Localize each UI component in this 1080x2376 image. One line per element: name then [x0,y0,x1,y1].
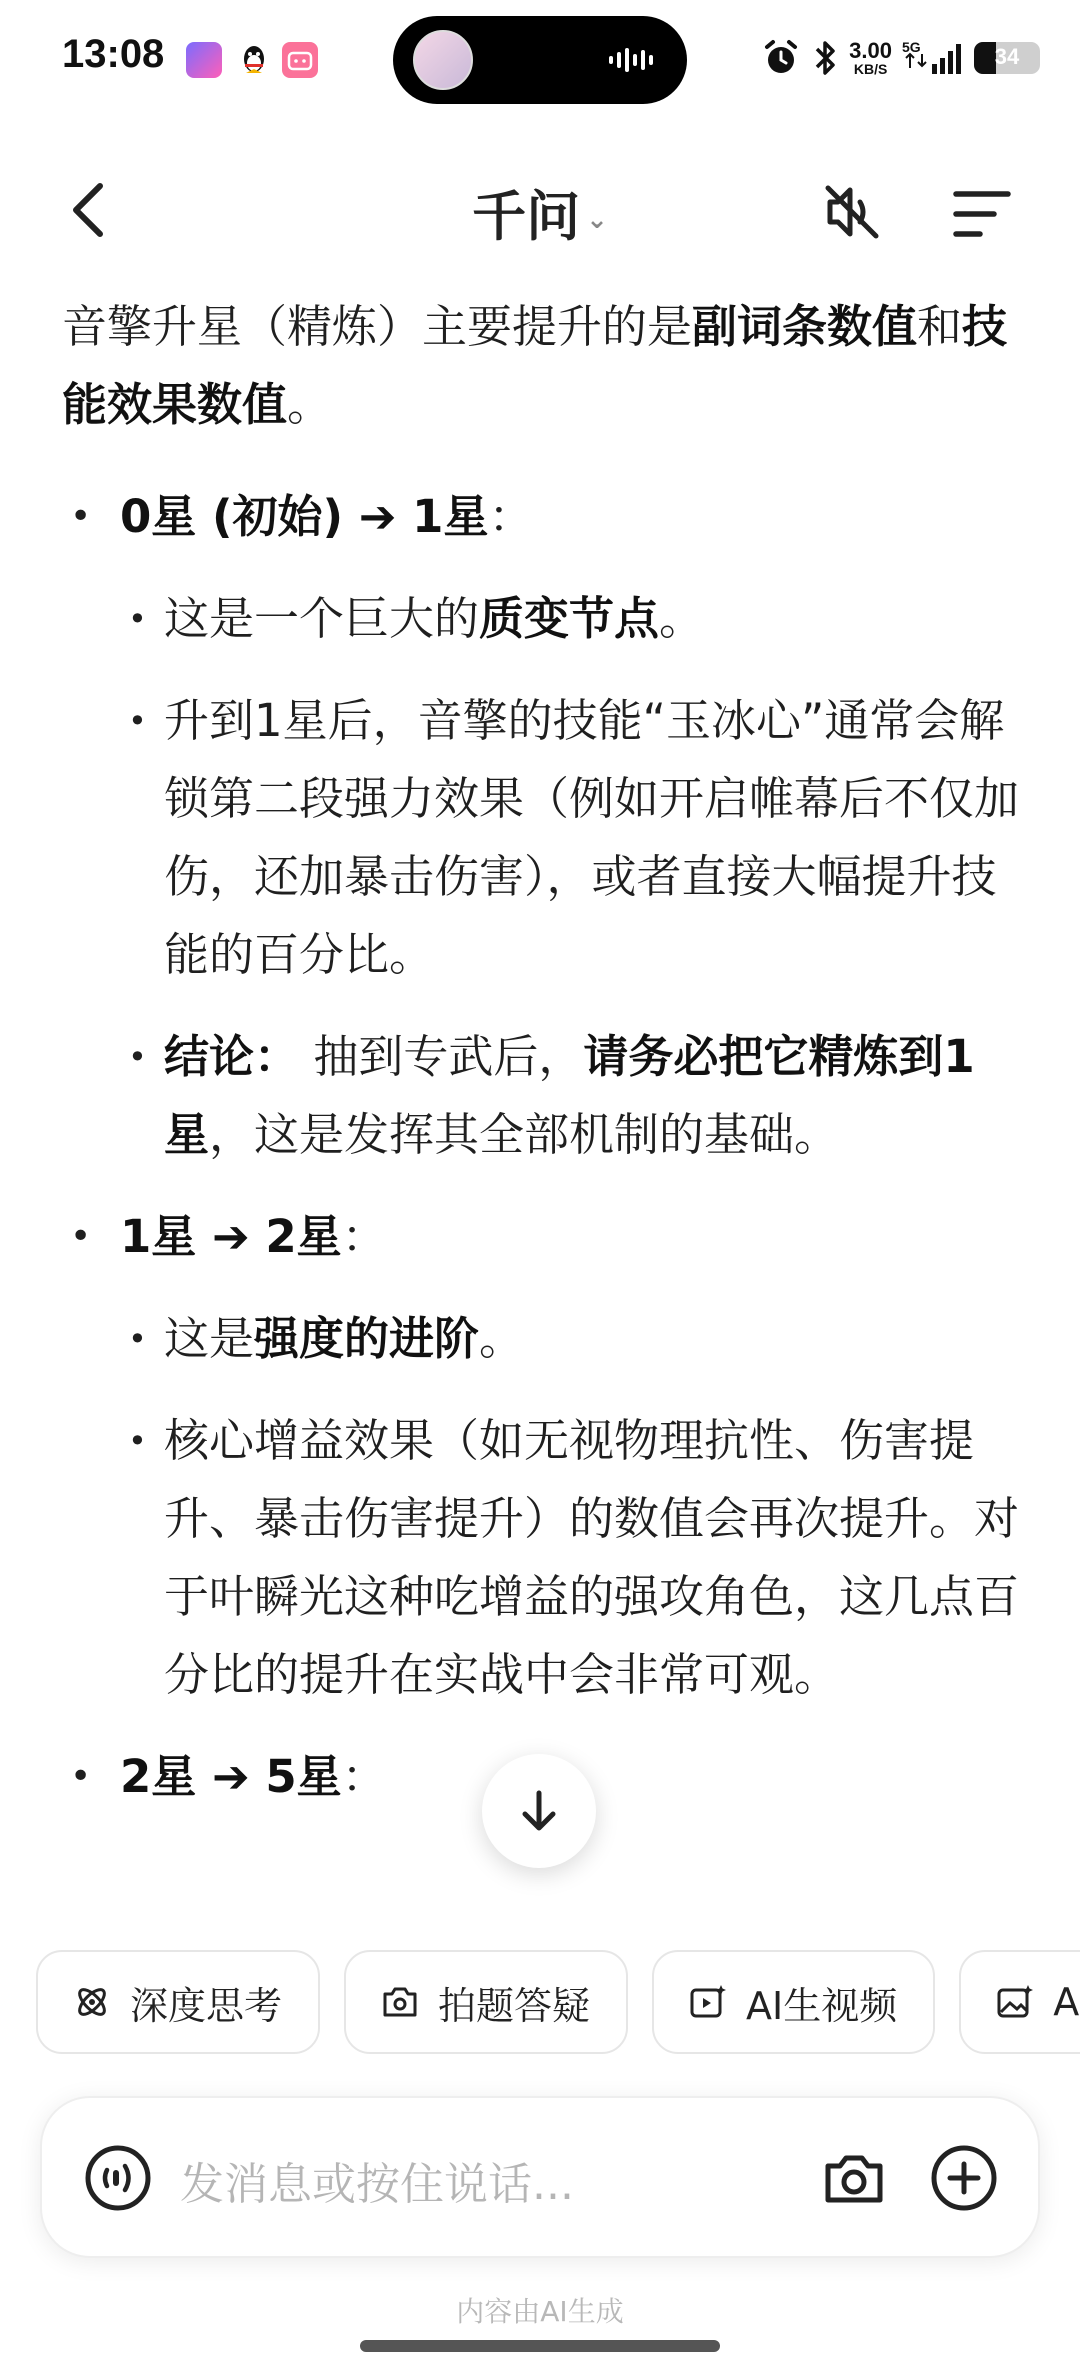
app-header [0,150,1080,270]
atom-icon [72,1982,130,2022]
quick-action-chip[interactable] [652,1950,935,2054]
section-heading-suffix: ： [488,490,534,543]
bold-text: 强度的进阶 [254,1312,480,1365]
bullet-point [62,1300,1022,1378]
speaker-muted-icon[interactable] [820,180,884,244]
image-sparkle-icon [995,1982,1053,2022]
chip-label: 拍题答疑 [438,1983,591,2028]
bold-text: 质变节点 [479,592,660,645]
quick-actions [36,1950,1080,2056]
battery-level: 34 [994,44,1020,69]
signal-icon [902,38,964,78]
quick-action-chip[interactable] [36,1950,320,2054]
section-heading-suffix: ： [341,1750,387,1803]
intro-paragraph [62,288,1022,444]
voice-input-icon[interactable] [82,2142,154,2214]
text-run: 音擎升星（精炼）主要提升的是 [62,300,693,353]
section-heading-text: 2星 ➔ 5星 [120,1750,342,1803]
avatar [413,30,473,90]
penguin-qq-icon [236,42,272,78]
bold-text: 技能效果数值 [62,300,1008,431]
section-heading-text: 1星 ➔ 2星 [120,1210,342,1263]
dynamic-island[interactable] [393,16,687,104]
ai-disclaimer: 内容由AI生成 [456,2295,624,2328]
section-heading-suffix: ： [341,1210,387,1263]
net-speed-value: 3.00 [849,38,892,63]
net-speed-unit: KB/S [853,61,888,77]
text-run: 这是一个巨大的 [164,592,480,645]
bullet-point [62,682,1022,994]
section-heading [62,1198,1022,1276]
text-run: 。 [287,378,333,431]
chat-answer [62,288,1022,1816]
bullet-point [62,580,1022,658]
arrow-down-icon [515,1787,563,1835]
bullet-point [62,1018,1022,1174]
bluetooth-icon [811,38,839,78]
menu-icon[interactable] [950,186,1014,242]
bold-text: 副词条数值 [692,300,918,353]
quick-action-chip[interactable] [959,1950,1080,2054]
network-type-label: 5G [902,39,921,55]
page-title[interactable] [0,174,1080,251]
audio-wave-icon [607,46,659,74]
net-speed [849,40,892,76]
chip-label: AI生视频 [746,1983,898,2028]
status-bar [0,0,1080,120]
text-run: 。 [659,592,705,645]
scroll-to-bottom-button[interactable] [482,1754,596,1868]
quick-action-chip[interactable] [344,1950,628,2054]
add-icon[interactable] [928,2142,1000,2214]
text-run: 。 [479,1312,525,1365]
battery-icon [974,42,1040,74]
title-text: 千问 [472,185,581,248]
message-input-bar [40,2096,1040,2258]
text-run: 这是 [164,1312,255,1365]
text-run: 抽到专武后， [299,1030,584,1083]
text-run: 核心增益效果（如无视物理抗性、伤害提升、暴击伤害提升）的数值会再次提升。对于叶瞬光这种吃增益的强攻角色，这几点百分比的提升在实战中会非常可观。 [164,1414,1020,1701]
section-heading-text: 0星 (初始) ➔ 1星 [120,490,489,543]
alarm-icon [761,38,801,78]
chevron-down-icon: ⌄ [586,205,608,236]
bold-text: 结论： [164,1030,300,1083]
video-sparkle-icon [688,1982,746,2022]
chip-label: A [1053,1980,1080,2024]
text-run: ，这是发挥其全部机制的基础。 [209,1108,840,1161]
status-indicators [761,34,1040,82]
section-heading [62,478,1022,556]
chip-label: 深度思考 [130,1983,283,2028]
bold-text: 请务必把它精炼到1星 [164,1030,975,1161]
camera-icon[interactable] [818,2142,890,2214]
status-time: 13:08 [62,32,165,76]
home-indicator[interactable] [360,2340,720,2352]
camera-question-icon [380,1982,438,2022]
message-input[interactable]: 发消息或按住说话... [180,2159,574,2210]
bullet-point [62,1402,1022,1714]
text-run: 和 [917,300,963,353]
bilibili-pink-icon [282,42,318,78]
text-run: 升到1星后，音擎的技能“玉冰心”通常会解锁第二段强力效果（例如开启帷幕后不仅加伤，还加暴击伤害），或者直接大幅提升技能的百分比。 [164,694,1020,981]
bilibili-purple-icon [186,42,222,78]
